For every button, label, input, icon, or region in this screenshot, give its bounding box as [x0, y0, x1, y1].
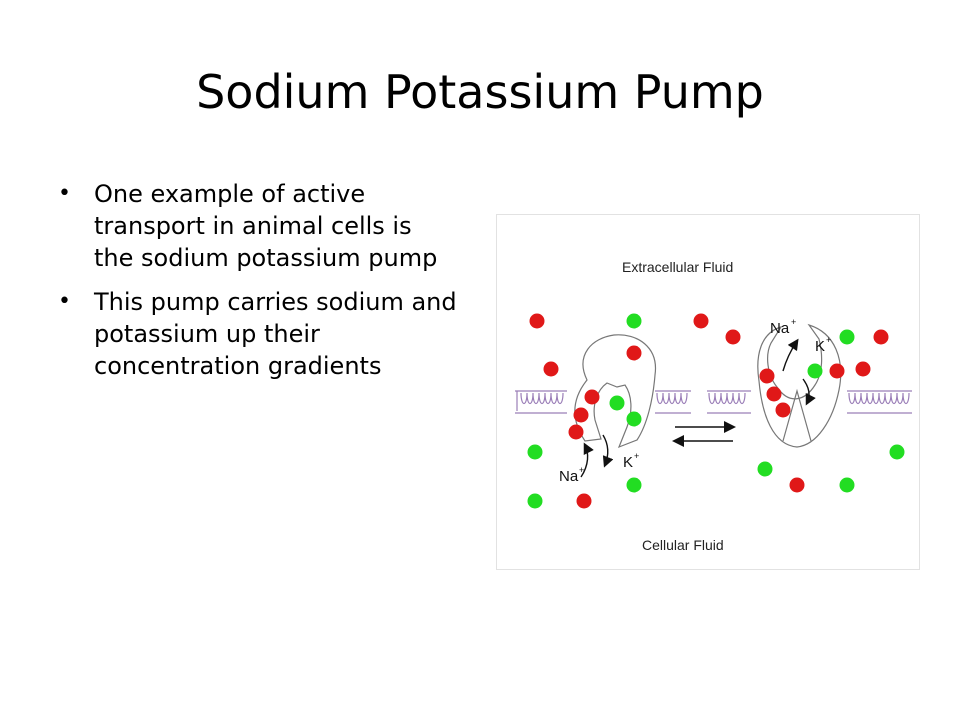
svg-text:+: + [634, 451, 640, 461]
bullet-text: This pump carries sodium and potassium up their concentration gradients [94, 288, 457, 380]
bullet-text: One example of active transport in animal cells is the sodium potassium pump [94, 180, 438, 272]
svg-text:K: K [815, 338, 826, 355]
ion-label-na-lower [559, 465, 584, 485]
cellular-fluid-label: Cellular Fluid [642, 537, 724, 553]
ion-label-k-lower [623, 451, 639, 471]
sodium-ions [530, 314, 889, 509]
svg-text:K: K [623, 454, 634, 471]
bullet-item [58, 178, 458, 274]
equilibrium-arrows [675, 427, 733, 441]
ion-label-na-upper [770, 317, 796, 337]
slide-title: Sodium Potassium Pump [196, 65, 764, 119]
pump-protein-open-inside [575, 335, 656, 447]
svg-text:+: + [826, 335, 832, 345]
svg-text:Na: Na [770, 320, 790, 337]
svg-text:+: + [791, 317, 797, 327]
bullet-icon: • [58, 289, 71, 314]
bullet-list [58, 178, 458, 394]
sodium-potassium-pump-diagram [496, 214, 920, 570]
bullet-icon: • [58, 181, 71, 206]
extracellular-fluid-label: Extracellular Fluid [622, 259, 734, 275]
svg-text:+: + [579, 465, 585, 475]
svg-text:Na: Na [559, 468, 579, 485]
bullet-item [58, 286, 458, 382]
